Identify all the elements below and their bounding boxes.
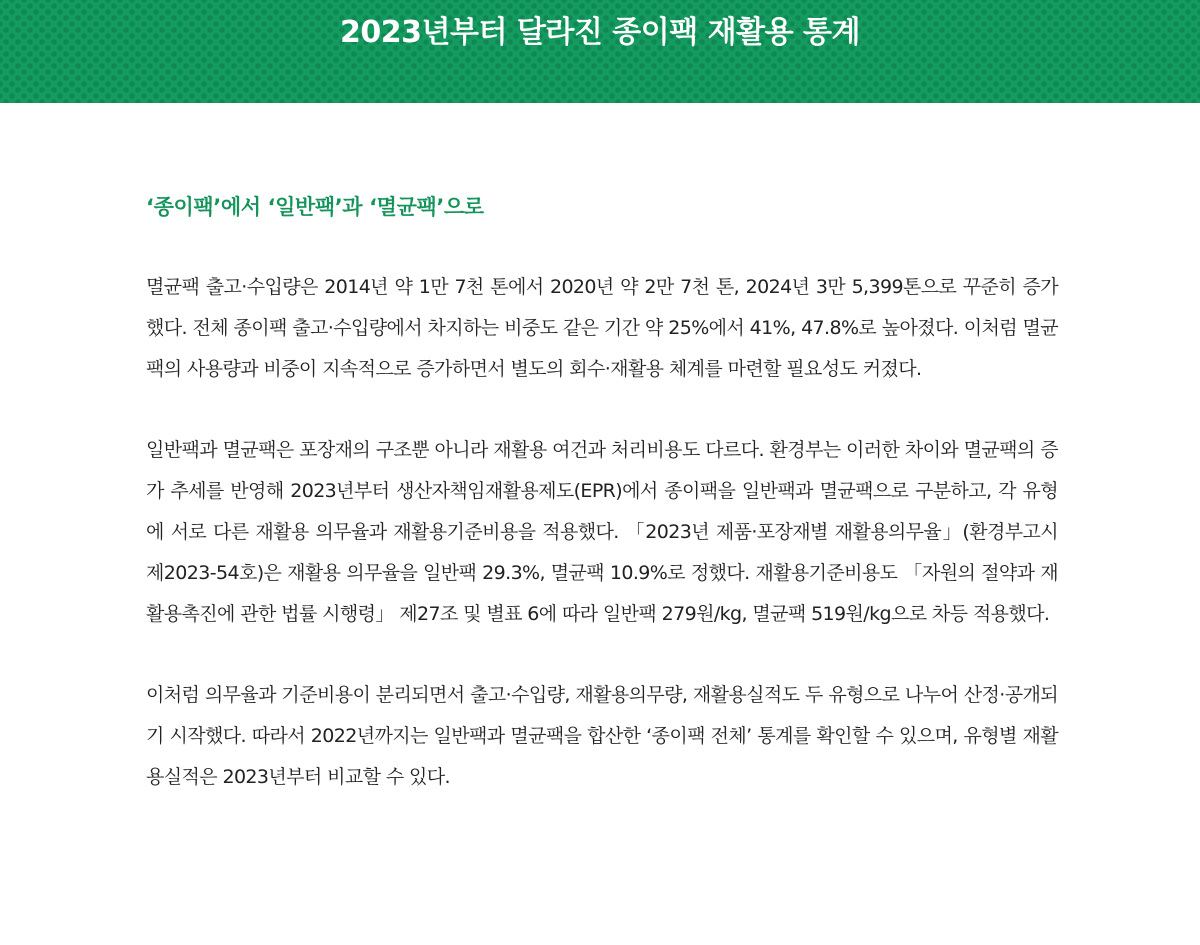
title-banner [0, 0, 1200, 103]
page-title: 2023년부터 달라진 종이팩 재활용 통계 [340, 15, 860, 51]
paragraph-epr-separation: 일반팩과 멸균팩은 포장재의 구조뿐 아니라 재활용 여건과 처리비용도 다르다. 환경부는 이러한 차이와 멸균팩의 증가 추세를 반영해 2023년부터 생산자책임재활용제도(EPR)에서 종이팩을 일반팩과 멸균팩으로 구분하고, 각 유형에 서로 다른 재활용 의무율과 재활용기준비용을 적용했다. 「2023년 제품·포장재별 재활용의무율」(환경부고시 제2023-54호)은 재활용 의무율을 일반팩 29.3%, 멸균팩 10.9%로 정했다. 재활용기준비용도 「자원의 절약과 재활용촉진에 관한 법률 시행령」 제27조 및 별표 6에 따라 일반팩 279원/kg, 멸균팩 519원/kg으로 차등 적용했다. [146, 439, 1058, 625]
section-heading: ‘종이팩’에서 ‘일반팩’과 ‘멸균팩’으로 [146, 195, 484, 219]
paragraph-statistics-change: 이처럼 의무율과 기준비용이 분리되면서 출고·수입량, 재활용의무량, 재활용실적도 두 유형으로 나누어 산정·공개되기 시작했다. 따라서 2022년까지는 일반팩과 멸균팩을 합산한 ‘종이팩 전체’ 통계를 확인할 수 있으며, 유형별 재활용실적은 2023년부터 비교할 수 있다. [146, 684, 1058, 788]
article-body [146, 192, 1058, 838]
paragraph-sterile-pack-growth: 멸균팩 출고·수입량은 2014년 약 1만 7천 톤에서 2020년 약 2만 7천 톤, 2024년 3만 5,399톤으로 꾸준히 증가했다. 전체 종이팩 출고·수입량에서 차지하는 비중도 같은 기간 약 25%에서 41%, 47.8%로 높아졌다. 이처럼 멸균팩의 사용량과 비중이 지속적으로 증가하면서 별도의 회수·재활용 체계를 마련할 필요성도 커졌다. [146, 276, 1058, 380]
